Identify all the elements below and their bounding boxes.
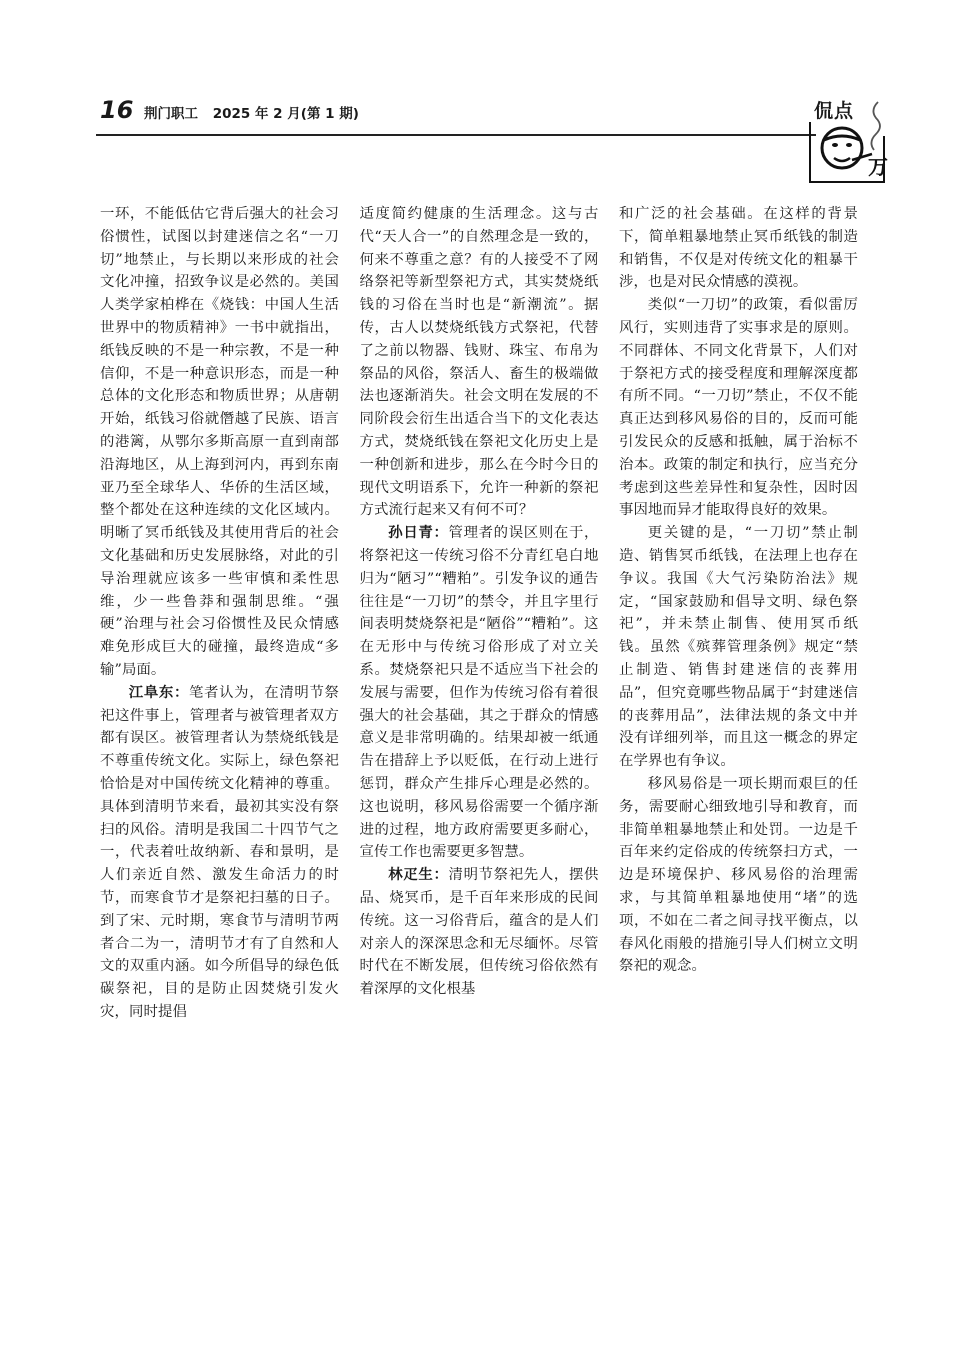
paragraph: 移风易俗是一项长期而艰巨的任务，需要耐心细致地引导和教育，而非简单粗暴地禁止和处罚。一边是千百年来约定俗成的传统祭扫方式，一边是环境保护、移风易俗的治理需求，与其简单粗暴地使用“堵”的选项，不如在二者之间寻找平衡点，以春风化雨般的措施引导人们树立文明祭祀的观念。 [619,775,858,975]
svg-text:万: 万 [868,155,888,179]
paragraph: 类似“一刀切”的政策，看似雷厉风行，实则违背了实事求是的原则。不同群体、不同文化背景下，人们对于祭祀方式的接受程度和理解深度都有所不同。“一刀切”禁止，不仅不能真正达到移风易俗的目的，反而可能引发民众的反感和抵触，属于治标不治本。政策的制定和执行，应当充分考虑到这些差异性和复杂性，因时因事因地而异才能取得良好的效果。 [619,297,858,519]
header-rule [96,134,816,136]
logo-title: 侃点 [814,100,855,122]
paragraph-text: 清明节祭祀先人，摆供品、烧冥币，是千百年来形成的民间传统。这一习俗背后，蕴含的是人们对亲人的深深思念和无尽缅怀。尽管时代在不断发展，但传统习俗依然有着深厚的文化根基 [359,867,599,998]
page-number: 16 [100,96,134,124]
paragraph-text: 笔者认为，在清明节祭祀这件事上，管理者与被管理者双方都有误区。被管理者认为禁烧纸钱是不尊重传统文化。实际上，绿色祭祀恰恰是对中国传统文化精神的尊重。具体到清明节来看，最初其实没有祭扫的风俗。清明是我国二十四节气之一，代表着吐故纳新、春和景明，是人们亲近自然、激发生命活力的时节，而寒食节才是祭祀扫墓的日子。到了宋、元时期，寒食节与清明节两者合二为一，清明节才有了自然和人文的双重内涵。如今所倡导的绿色低碳祭祀，目的是防止因焚烧引发火灾，同时提倡 [100,684,339,1020]
paragraph-text: 管理者的误区则在于，将祭祀这一传统习俗不分青红皂白地归为“陋习”“糟粕”。引发争议的通告往往是“一刀切”的禁令，并且字里行间表明焚烧祭祀是“陋俗”“糟粕”。这在无形中与传统习俗形成了对立关系。焚烧祭祀只是不适应当下社会的发展与需要，但作为传统习俗有着很强大的社会基础，其之于群众的情感意义是非常明确的。结果却被一纸通告在措辞上予以贬低，在行动上进行惩罚，群众产生排斥心理是必然的。这也说明，移风易俗需要一个循序渐进的过程，地方政府需要更多耐心，宣传工作也需要更多智慧。 [359,525,599,861]
paragraph: 一环，不能低估它背后强大的社会习俗惯性，试图以封建迷信之名“一刀切”地禁止，与长期以来形成的社会文化冲撞，招致争议是必然的。美国人类学家柏桦在《烧钱：中国人生活世界中的物质精神》一书中就指出，纸钱反映的不是一种宗教，不是一种信仰，不是一种意识形态，而是一种总体的文化形态和物质世界；从唐朝开始，纸钱习俗就僭越了民族、语言的港篱，从鄂尔多斯高原一直到南部沿海地区，从上海到河内，再到东南亚乃至全球华人、华侨的生活区域，整个都处在这种连续的文化区域内。明晰了冥币纸钱及其使用背后的社会文化基础和历史发展脉络，对此的引导治理就应该多一些审慎和柔性思维，少一些鲁莽和强制思维。“强硬”治理与社会习俗惯性及民众情感难免形成巨大的碰撞，最终造成“多输”局面。 [100,206,339,678]
page-header [100,96,860,136]
paragraph [100,682,339,1024]
speaker-name: 江阜东： [128,684,190,701]
column-3 [619,203,858,1283]
paragraph [360,522,599,864]
column-logo [808,96,888,184]
paragraph: 更关键的是，“一刀切”禁止制造、销售冥币纸钱，在法理上也存在争议。我国《大气污染防治法》规定，“国家鼓励和倡导文明、绿色祭祀”，并未禁止制售、使用冥币纸钱。虽然《殡葬管理条例》规定“禁止制造、销售封建迷信的丧葬用品”，但究竟哪些物品属于“封建迷信的丧葬用品”，法律法规的条文中并没有详细列举，而且这一概念的界定在学界也有争议。 [619,525,858,770]
paragraph: 适度简约健康的生活理念。这与古代“天人合一”的自然理念是一致的，何来不尊重之意？有的人接受不了网络祭祀等新型祭祀方式，其实焚烧纸钱的习俗在当时也是“新潮流”。据传，古人以焚烧纸钱方式祭祀，代替了之前以物器、钱财、珠宝、布帛为祭品的风俗，祭活人、畜生的极端做法也逐渐消失。社会文明在发展的不同阶段会衍生出适合当下的文化表达方式，焚烧纸钱在祭祀文化历史上是一种创新和进步，那么在今时今日的现代文明语系下，允许一种新的祭祀方式流行起来又有何不可？ [359,206,599,519]
speaker-name: 孙日青： [388,525,449,542]
paragraph: 和广泛的社会基础。在这样的背景下，简单粗暴地禁止冥币纸钱的制造和销售，不仅是对传统文化的粗暴干涉，也是对民众情感的漠视。 [619,206,858,291]
masthead [144,102,369,122]
magazine-name: 荆门职工 [144,106,198,122]
article-body [100,203,858,1283]
paragraph [360,864,599,1001]
column-2 [360,203,599,1283]
issue-date: 2025 年 2 月(第 1 期) [212,106,359,122]
column-1 [100,203,339,1283]
speaker-name: 林疋生： [388,867,449,884]
